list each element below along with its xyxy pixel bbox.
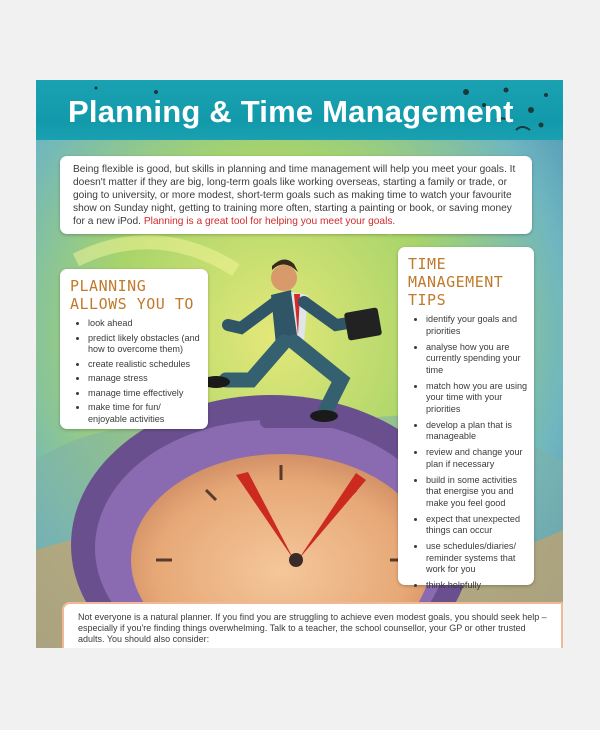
list-item: • match how you are using your time with your priorities	[426, 381, 528, 416]
list-item: • use schedules/diaries/ reminder systems that work for you	[426, 541, 528, 576]
intro-text	[73, 163, 522, 228]
list-item: • expect that unexpected things can occur	[426, 514, 528, 537]
tips-heading-line2: MANAGEMENT	[408, 273, 504, 291]
intro-body: Being flexible is good, but skills in planning and time management will help you meet your goals. It doesn't matter if they are big, long-term goals like working overseas, starting a family or trade, or going to university, or more modest, short-term goals such as making time to watch your favourite show on Sunday night, getting to training more often, starting a painting or book, or saving money for a new iPod.	[73, 164, 516, 227]
title-banner	[36, 80, 563, 140]
list-item: • review and change your plan if necessary	[426, 447, 528, 470]
planning-card	[60, 269, 208, 429]
tips-heading-line3: TIPS	[408, 291, 447, 309]
bottom-note-text: Not everyone is a natural planner. If you find you are struggling to achieve even modest goals, you should seek help – especially if you're finding things overwhelming. Talk to a teacher, the school counsellor, your GP or other trusted adults. You should also consider:	[78, 612, 547, 644]
planning-heading-line1: PLANNING	[70, 277, 147, 295]
list-item: • manage time effectively	[88, 388, 200, 400]
intro-card	[60, 156, 532, 234]
document-page	[36, 80, 563, 648]
list-item: • predict likely obstacles (and how to overcome them)	[88, 333, 200, 356]
list-item: • develop a plan that is manageable	[426, 420, 528, 443]
list-item: • create realistic schedules	[88, 359, 200, 371]
planning-list	[70, 318, 200, 425]
list-item: • analyse how you are currently spending your time	[426, 342, 528, 377]
time-management-tips-card	[398, 247, 534, 590]
page-title: Planning & Time Management	[68, 94, 514, 129]
tips-list	[408, 314, 528, 592]
intro-highlight: Planning is a great tool for helping you meet your goals.	[143, 216, 396, 227]
planning-heading-line2: ALLOWS YOU TO	[70, 295, 194, 313]
bottom-note	[62, 602, 563, 648]
list-item: • identify your goals and priorities	[426, 314, 528, 337]
tips-heading-line1: TIME	[408, 255, 447, 273]
list-item: • look ahead	[88, 318, 200, 330]
list-item: • make time for fun/ enjoyable activities	[88, 402, 200, 425]
list-item: • manage stress	[88, 373, 200, 385]
list-item: • build in some activities that energise you and make you feel good	[426, 475, 528, 510]
list-item: • think helpfully	[426, 580, 528, 592]
